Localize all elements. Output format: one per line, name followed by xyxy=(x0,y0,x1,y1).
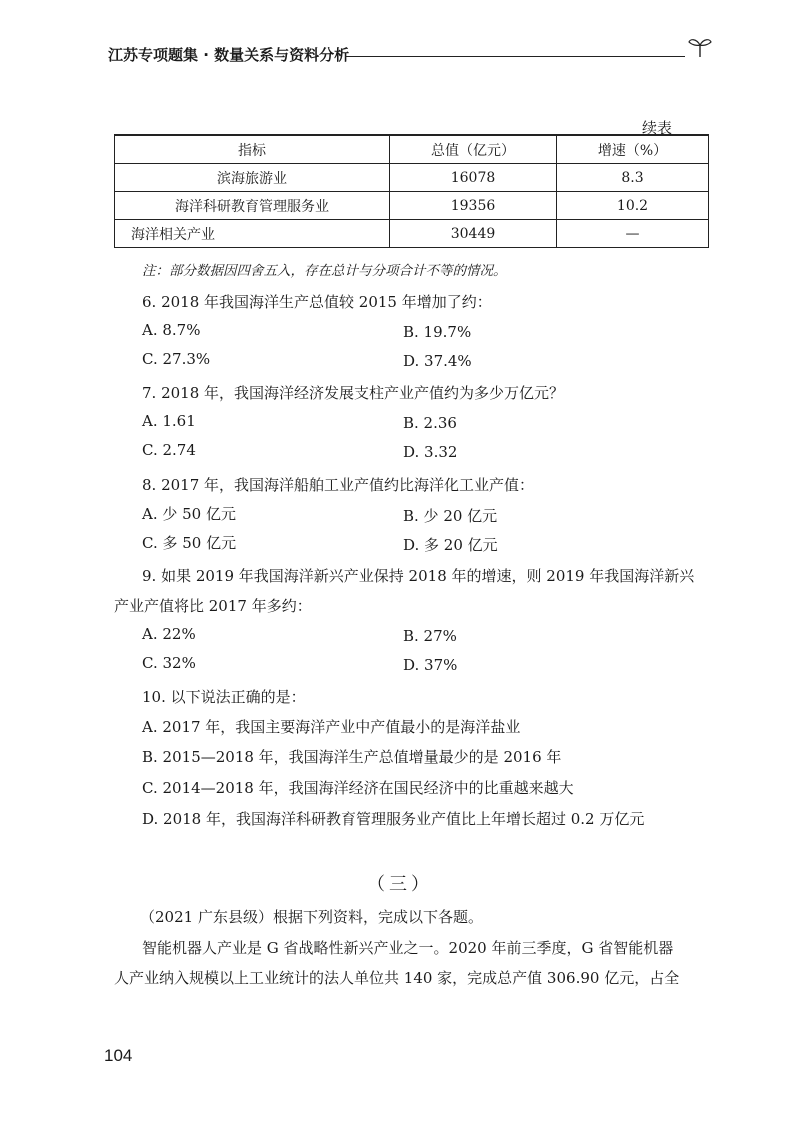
table-cell: 19356 xyxy=(390,192,557,220)
table-row xyxy=(115,164,709,192)
option: C. 多 50 亿元 xyxy=(142,534,237,552)
option: A. 22% xyxy=(142,625,196,643)
page-number: 104 xyxy=(104,1046,133,1065)
table-cell: 16078 xyxy=(390,164,557,192)
option: B. 2.36 xyxy=(403,414,457,432)
question-stem: 8. 2017 年，我国海洋船舶工业产值约比海洋化工业产值： xyxy=(142,476,535,494)
source-intro: （2021 广东县级）根据下列资料，完成以下各题。 xyxy=(140,908,483,926)
table-cell: 8.3 xyxy=(557,164,709,192)
question-stem: 9. 如果 2019 年我国海洋新兴产业保持 2018 年的增速，则 2019 年我国海洋新兴 xyxy=(142,567,695,585)
data-table xyxy=(114,134,709,248)
question-stem: 6. 2018 年我国海洋生产总值较 2015 年增加了约： xyxy=(142,293,492,311)
running-header: 江苏专项题集 · 数量关系与资料分析 xyxy=(108,46,350,64)
table-cell: 10.2 xyxy=(557,192,709,220)
section-title: （三） xyxy=(367,874,433,895)
option: C. 2014—2018 年，我国海洋经济在国民经济中的比重越来越大 xyxy=(142,779,574,797)
header-rule xyxy=(345,56,685,57)
option: A. 1.61 xyxy=(142,412,196,430)
table-cell: — xyxy=(557,220,709,248)
option: D. 2018 年，我国海洋科研教育管理服务业产值比上年增长超过 0.2 万亿元 xyxy=(142,810,645,828)
option: A. 少 50 亿元 xyxy=(142,505,236,523)
option: C. 32% xyxy=(142,654,196,672)
table-cell: 海洋科研教育管理服务业 xyxy=(115,192,390,220)
sprout-icon xyxy=(688,36,712,62)
option: C. 2.74 xyxy=(142,441,196,459)
option: B. 2015—2018 年，我国海洋生产总值增量最少的是 2016 年 xyxy=(142,748,562,766)
table-header-row xyxy=(115,135,709,164)
option: B. 27% xyxy=(403,627,457,645)
option: C. 27.3% xyxy=(142,350,211,368)
question-stem: 10. 以下说法正确的是： xyxy=(142,688,306,706)
table-note: 注：部分数据因四舍五入，存在总计与分项合计不等的情况。 xyxy=(142,263,507,279)
option: D. 多 20 亿元 xyxy=(403,536,498,554)
option: A. 2017 年，我国主要海洋产业中产值最小的是海洋盐业 xyxy=(142,718,521,736)
question-stem-continued: 产业产值将比 2017 年多约： xyxy=(114,597,312,615)
option: D. 3.32 xyxy=(403,443,458,461)
column-header: 总值（亿元） xyxy=(390,135,557,164)
option: D. 37% xyxy=(403,656,458,674)
table-row xyxy=(115,192,709,220)
table-cell: 滨海旅游业 xyxy=(115,164,390,192)
column-header: 指标 xyxy=(115,135,390,164)
table-row xyxy=(115,220,709,248)
option: B. 少 20 亿元 xyxy=(403,507,498,525)
question-stem: 7. 2018 年，我国海洋经济发展支柱产业产值约为多少万亿元？ xyxy=(142,384,565,402)
table-cell: 30449 xyxy=(390,220,557,248)
option: B. 19.7% xyxy=(403,323,472,341)
option: A. 8.7% xyxy=(142,321,201,339)
option: D. 37.4% xyxy=(403,352,472,370)
paragraph-line: 智能机器人产业是 G 省战略性新兴产业之一。2020 年前三季度，G 省智能机器 xyxy=(142,939,674,957)
table-cell: 海洋相关产业 xyxy=(115,220,390,248)
paragraph-line: 人产业纳入规模以上工业统计的法人单位共 140 家，完成总产值 306.90 亿元，占全 xyxy=(114,969,680,987)
column-header: 增速（%） xyxy=(557,135,709,164)
continuation-label: 续表 xyxy=(642,119,673,137)
